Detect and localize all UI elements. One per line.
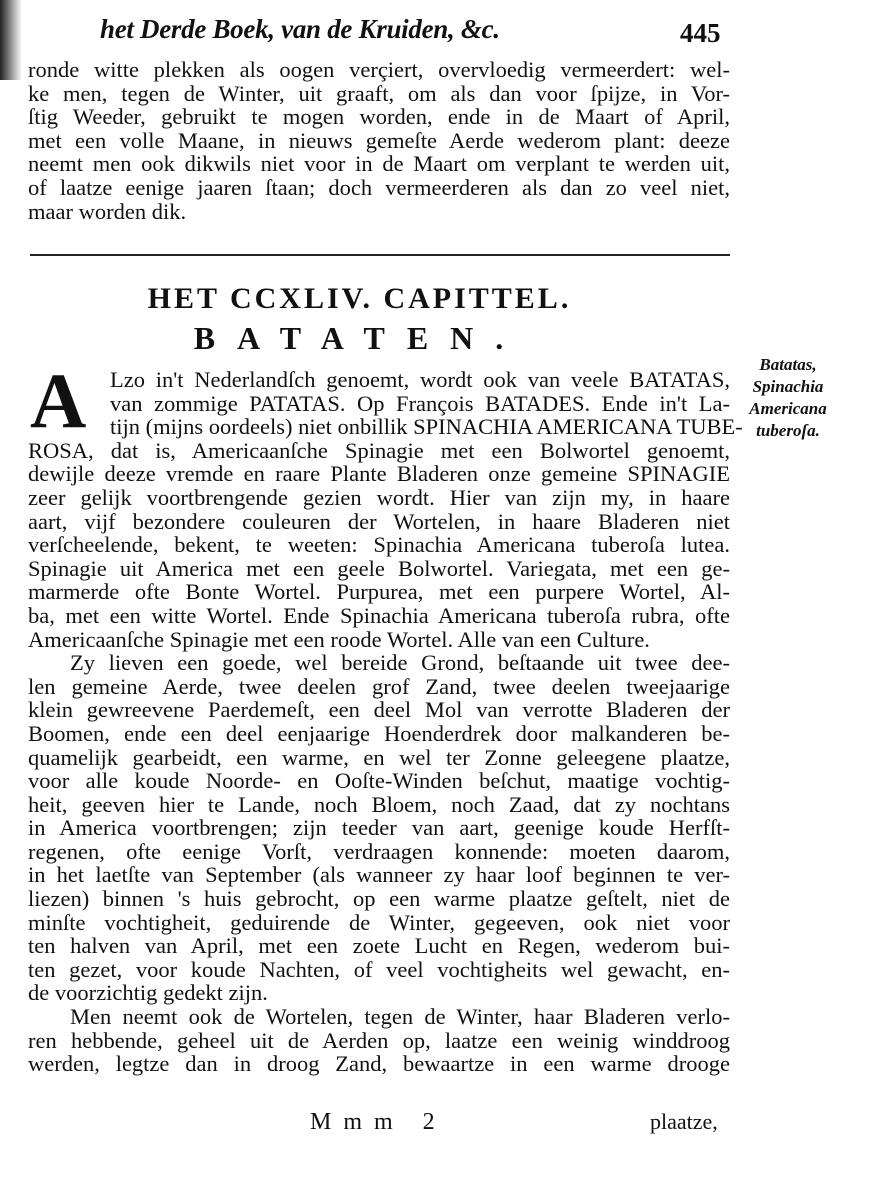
chapter-title: BATATEN. bbox=[193, 320, 526, 356]
chapter-heading: HET CCXLIV. CAPITTEL. bbox=[147, 282, 572, 315]
text-line: van zommige PATATAS. Op François BATADES. Ende in't La- bbox=[110, 390, 730, 416]
text-line: tijn (mijns oordeels) niet onbillik SPINACHIA AMERICANA TUBE- bbox=[110, 414, 743, 440]
text-line: ba, met een witte Wortel. Ende Spinachia Americana tuberoſa rubra, ofte bbox=[28, 602, 730, 628]
text-line: in het laetſte van September (als wanneer zy haar loof beginnen te ver- bbox=[28, 862, 730, 888]
text-line: ke men, tegen de Winter, uit graaft, om als dan voor ſpijze, in Vor- bbox=[28, 80, 730, 106]
text-line: Boomen, ende een deel eenjaarige Hoenderdrek door malkanderen be- bbox=[28, 720, 730, 746]
margin-note-line: Batatas, bbox=[759, 355, 817, 374]
text-line: len gemeine Aerde, twee deelen grof Zand, twee deelen tweejaarige bbox=[28, 673, 730, 699]
text-line: minſte vochtigheit, geduirende de Winter, gegeeven, ook niet voor bbox=[28, 909, 730, 935]
text-line: Men neemt ook de Wortelen, tegen de Winter, haar Bladeren verlo- bbox=[70, 1004, 730, 1030]
catchword: plaatze, bbox=[650, 1109, 718, 1134]
text-line: voor alle koude Noorde- en Ooſte-Winden beſchut, maatige vochtig- bbox=[28, 768, 730, 794]
margin-note bbox=[733, 354, 843, 442]
margin-note-line: Americana bbox=[749, 399, 827, 418]
text-line: Americaanſche Spinagie met een roode Wortel. Alle van een Culture. bbox=[28, 626, 650, 652]
scan-edge-shadow bbox=[0, 0, 22, 80]
text-line: of laatze eenige jaaren ſtaan; doch vermeerderen als dan zo veel niet, bbox=[28, 174, 730, 200]
text-line: marmerde ofte Bonte Wortel. Purpurea, met een purpere Wortel, Al- bbox=[28, 579, 730, 605]
text-line: Lzo in't Nederlandſch genoemt, wordt ook van veele BATATAS, bbox=[110, 367, 730, 392]
text-line: liezen) binnen 's huis gebrocht, op een warme plaatze geſtelt, niet de bbox=[28, 886, 730, 912]
text-line: ronde witte plekken als oogen verçiert, overvloedig vermeerdert: wel- bbox=[28, 57, 730, 82]
text-line: ten gezet, voor koude Nachten, of veel vochtigheits wel gewacht, en- bbox=[28, 956, 730, 982]
continued-text bbox=[28, 58, 730, 223]
text-line: neemt men ook dikwils niet voor in de Maart om verplant te werden uit, bbox=[28, 151, 730, 177]
text-line: in America voortbrengen; zijn teeder van aart, geenige koude Herfſt- bbox=[28, 815, 730, 841]
text-line: de voorzichtig gedekt zijn. bbox=[28, 980, 268, 1006]
signature-mark: Mmm 2 bbox=[310, 1109, 447, 1135]
page-number: 445 bbox=[680, 18, 721, 48]
text-line: ROSA, dat is, Americaanſche Spinagie met een Bolwortel genoemt, bbox=[28, 437, 730, 463]
text-line: verſcheelende, bekent, te weeten: Spinachia Americana tuberoſa lutea. bbox=[28, 532, 730, 558]
chapter-body bbox=[28, 367, 743, 1077]
drop-cap: A bbox=[30, 357, 87, 444]
text-line: heit, geeven hier te Lande, noch Bloem, noch Zaad, dat zy nochtans bbox=[28, 791, 730, 817]
text-line: met een volle Maane, in nieuws gemeſte Aerde wederom plant: deeze bbox=[28, 127, 730, 153]
text-line: dewijle deeze vremde en raare Plante Bladeren onze gemeine SPINAGIE bbox=[28, 461, 730, 487]
running-title: het Derde Boek, van de Kruiden, &c. bbox=[100, 14, 500, 44]
text-line: Zy lieven een goede, wel bereide Grond, beſtaande uit twee dee- bbox=[70, 650, 730, 676]
text-line: ten halven van April, met een zoete Lucht en Regen, wederom bui- bbox=[28, 933, 730, 959]
text-line: quamelijk gearbeidt, een warme, en wel ter Zonne geleegene plaatze, bbox=[28, 744, 730, 770]
text-line: klein gewreevene Paerdemeſt, een deel Mol van verrotte Bladeren der bbox=[28, 697, 730, 723]
text-line: aart, vijf bezondere couleuren der Wortelen, in haare Bladeren niet bbox=[28, 508, 730, 534]
text-line: regenen, ofte eenige Vorſt, verdraagen konnende: moeten daarom, bbox=[28, 838, 730, 864]
text-line: ſtig Weeder, gebruikt te mogen worden, ende in de Maart of April, bbox=[28, 104, 730, 130]
margin-note-line: tuberoſa. bbox=[756, 421, 820, 440]
margin-note-line: Spinachia bbox=[752, 377, 824, 396]
text-line: ren hebbende, geheel uit de Aerden op, laatze een weinig winddroog bbox=[28, 1027, 730, 1053]
text-line: zeer gelijk voortbrengende gezien wordt. Hier van zijn my, in haare bbox=[28, 484, 730, 510]
section-rule bbox=[30, 254, 730, 256]
text-line: Spinagie uit America met een geele Bolwortel. Variegata, met een ge- bbox=[28, 555, 730, 581]
text-line: werden, legtze dan in droog Zand, bewaartze in een warme drooge bbox=[28, 1051, 730, 1077]
text-line: maar worden dik. bbox=[28, 198, 187, 224]
